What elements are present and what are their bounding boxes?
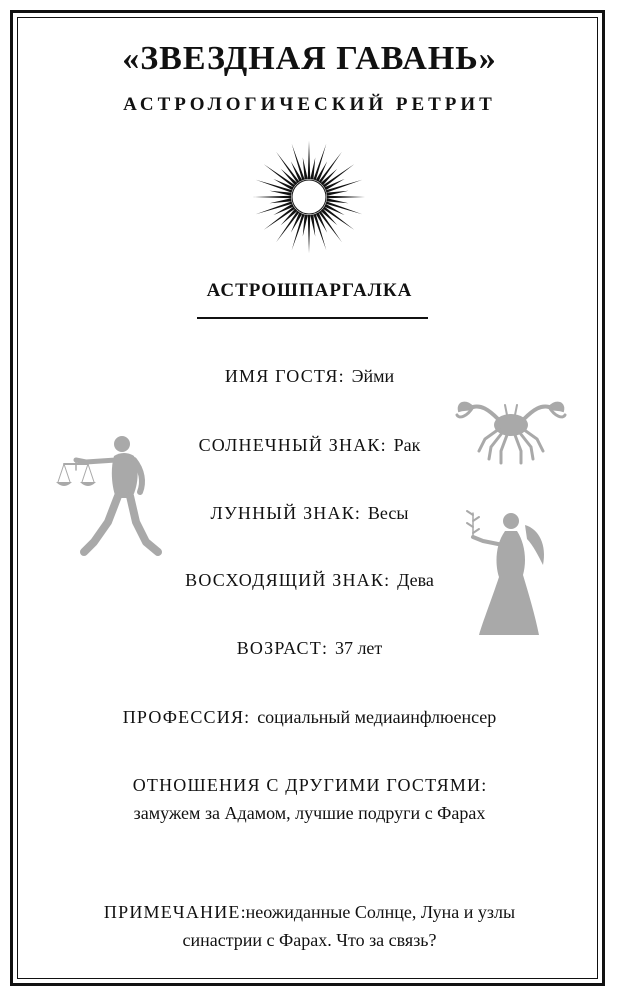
- relations-label: ОТНОШЕНИЯ С ДРУГИМИ ГОСТЯМИ: [132, 775, 482, 795]
- heading-underline: [197, 317, 428, 319]
- star-ray: [310, 157, 315, 179]
- note-value-line1: неожиданные Солнце, Луна и узлы: [245, 902, 516, 922]
- rising-sign-colon: :: [384, 570, 390, 590]
- guest-name-colon: :: [338, 366, 344, 386]
- star-ray: [308, 141, 311, 179]
- moon-sign-field: [0, 503, 619, 524]
- moon-sign-label: ЛУННЫЙ ЗНАК: [210, 503, 355, 523]
- guest-name-field: [0, 366, 619, 387]
- star-burst-icon: [250, 138, 368, 256]
- note-field: [0, 898, 619, 954]
- sun-sign-label: СОЛНЕЧНЫЙ ЗНАК: [198, 435, 381, 455]
- moon-sign-value: Весы: [367, 503, 409, 523]
- retreat-title: «ЗВЕЗДНАЯ ГАВАНЬ»: [122, 40, 497, 77]
- retreat-subtitle: АСТРОЛОГИЧЕСКИЙ РЕТРИТ: [123, 94, 496, 115]
- age-label: ВОЗРАСТ: [236, 638, 322, 658]
- profession-value: социальный медиаинфлюенсер: [257, 707, 497, 727]
- rising-sign-label: ВОСХОДЯЩИЙ ЗНАК: [185, 570, 385, 590]
- age-value: 37 лет: [334, 638, 383, 658]
- rising-sign-value: Дева: [397, 570, 434, 590]
- star-ray: [253, 196, 291, 199]
- relations-colon: :: [481, 775, 487, 795]
- star-ray: [326, 191, 348, 196]
- star-ray: [269, 191, 291, 196]
- star-ray: [269, 198, 291, 203]
- relations-value: замужем за Адамом, лучшие подруги с Фарах: [133, 803, 486, 823]
- cheat-sheet-heading: АСТРОШПАРГАЛКА: [206, 280, 413, 301]
- sun-sign-colon: :: [380, 435, 386, 455]
- star-ray: [327, 196, 365, 199]
- guest-name-value: Эйми: [351, 366, 395, 386]
- note-value-line2: синастрии с Фарах. Что за связь?: [182, 930, 437, 950]
- profession-colon: :: [244, 707, 250, 727]
- star-ray: [310, 214, 315, 236]
- star-ray: [303, 157, 308, 179]
- guest-name-label: ИМЯ ГОСТЯ: [224, 366, 339, 386]
- age-field: [0, 638, 619, 659]
- rising-sign-field: [0, 570, 619, 591]
- profession-field: [0, 707, 619, 728]
- note-colon: :: [240, 902, 246, 922]
- star-ray: [326, 198, 348, 203]
- star-ray: [308, 215, 311, 253]
- relations-field: [0, 771, 619, 827]
- moon-sign-colon: :: [354, 503, 360, 523]
- sun-sign-value: Рак: [393, 435, 421, 455]
- age-colon: :: [321, 638, 327, 658]
- sun-sign-field: [0, 435, 619, 456]
- star-ray: [303, 214, 308, 236]
- profession-label: ПРОФЕССИЯ: [122, 707, 245, 727]
- note-label: ПРИМЕЧАНИЕ: [103, 902, 241, 922]
